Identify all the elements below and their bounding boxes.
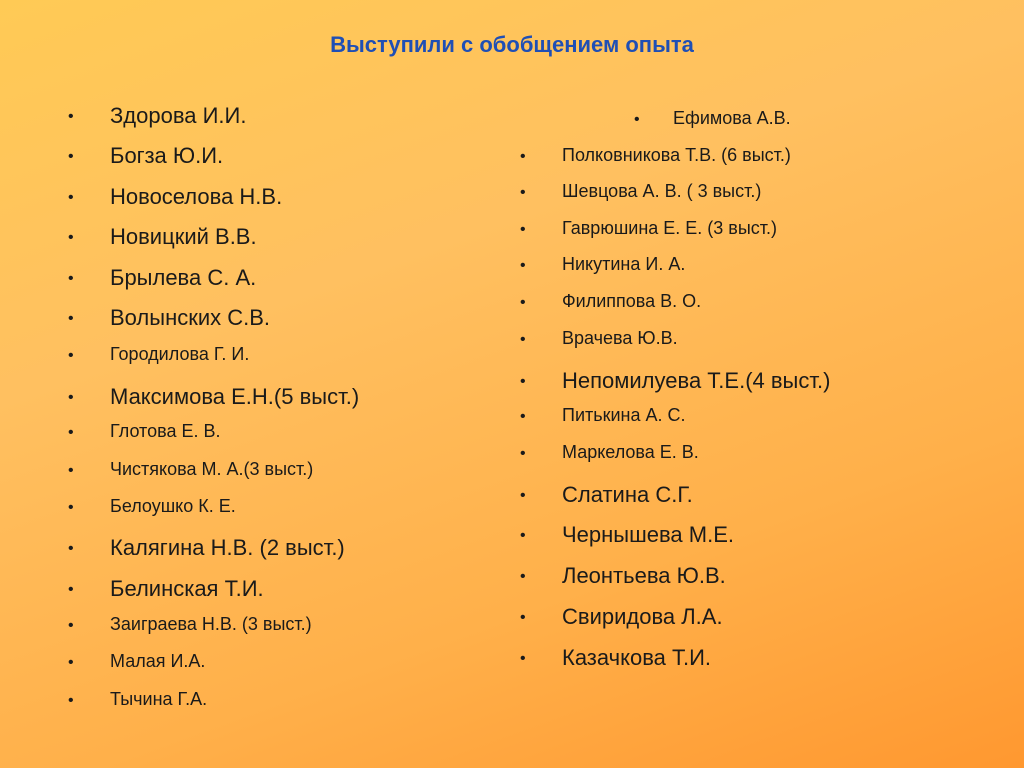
bullet-icon: •: [520, 148, 526, 165]
person-name: Маркелова Е. В.: [562, 442, 699, 462]
bullet-icon: •: [68, 229, 74, 246]
person-name: Гаврюшина Е. Е. (3 выст.): [562, 218, 778, 238]
bullet-icon: •: [520, 331, 526, 348]
bullet-icon: •: [520, 294, 526, 311]
person-name: Шевцова А. В. ( 3 выст.): [562, 181, 762, 201]
person-name: Врачева Ю.В.: [562, 328, 678, 348]
bullet-icon: •: [520, 568, 526, 585]
person-name: Слатина С.Г.: [562, 482, 693, 507]
bullet-icon: •: [520, 609, 526, 626]
bullet-icon: •: [520, 221, 526, 238]
person-name: Брылева С. А.: [110, 265, 257, 290]
person-name: Малая И.А.: [110, 651, 206, 671]
bullet-icon: •: [68, 424, 74, 441]
person-name: Новоселова Н.В.: [110, 184, 283, 209]
person-name: Казачкова Т.И.: [562, 645, 712, 670]
person-name: Волынских С.В.: [110, 305, 271, 330]
person-name: Белинская Т.И.: [110, 576, 264, 601]
bullet-icon: •: [68, 310, 74, 327]
person-name: Филиппова В. О.: [562, 291, 702, 311]
person-name: Чистякова М. А.(3 выст.): [110, 459, 314, 479]
bullet-icon: •: [68, 389, 74, 406]
person-name: Здорова И.И.: [110, 103, 247, 128]
bullet-icon: •: [68, 148, 74, 165]
bullet-icon: •: [68, 654, 74, 671]
person-name: Леонтьева Ю.В.: [562, 563, 726, 588]
bullet-icon: •: [68, 540, 74, 557]
person-name: Тычина Г.А.: [110, 689, 208, 709]
bullet-icon: •: [520, 373, 526, 390]
bullet-icon: •: [68, 108, 74, 125]
bullet-icon: •: [68, 462, 74, 479]
person-name: Новицкий В.В.: [110, 224, 257, 249]
bullet-icon: •: [68, 581, 74, 598]
bullet-icon: •: [520, 408, 526, 425]
person-name: Чернышева М.Е.: [562, 522, 734, 547]
person-name: Городилова Г. И.: [110, 344, 250, 364]
bullet-icon: •: [634, 111, 640, 128]
bullet-icon: •: [68, 692, 74, 709]
person-name: Непомилуева Т.Е.(4 выст.): [562, 368, 831, 393]
bullet-icon: •: [520, 445, 526, 462]
bullet-icon: •: [520, 487, 526, 504]
person-name: Ефимова А.В.: [673, 108, 791, 128]
person-name: Питькина А. С.: [562, 405, 686, 425]
slide-title: Выступили с обобщением опыта: [330, 32, 694, 57]
person-name: Полковникова Т.В. (6 выст.): [562, 145, 791, 165]
person-name: Заиграева Н.В. (3 выст.): [110, 614, 312, 634]
bullet-icon: •: [520, 184, 526, 201]
bullet-icon: •: [68, 499, 74, 516]
person-name: Свиридова Л.А.: [562, 604, 723, 629]
bullet-icon: •: [520, 650, 526, 667]
bullet-icon: •: [520, 257, 526, 274]
bullet-icon: •: [520, 527, 526, 544]
bullet-icon: •: [68, 347, 74, 364]
person-name: Калягина Н.В. (2 выст.): [110, 535, 345, 560]
person-name: Богза Ю.И.: [110, 143, 224, 168]
person-name: Никутина И. А.: [562, 254, 686, 274]
bullet-icon: •: [68, 270, 74, 287]
person-name: Белоушко К. Е.: [110, 496, 236, 516]
bullet-icon: •: [68, 189, 74, 206]
person-name: Максимова Е.Н.(5 выст.): [110, 384, 360, 409]
bullet-icon: •: [68, 617, 74, 634]
person-name: Глотова Е. В.: [110, 421, 221, 441]
